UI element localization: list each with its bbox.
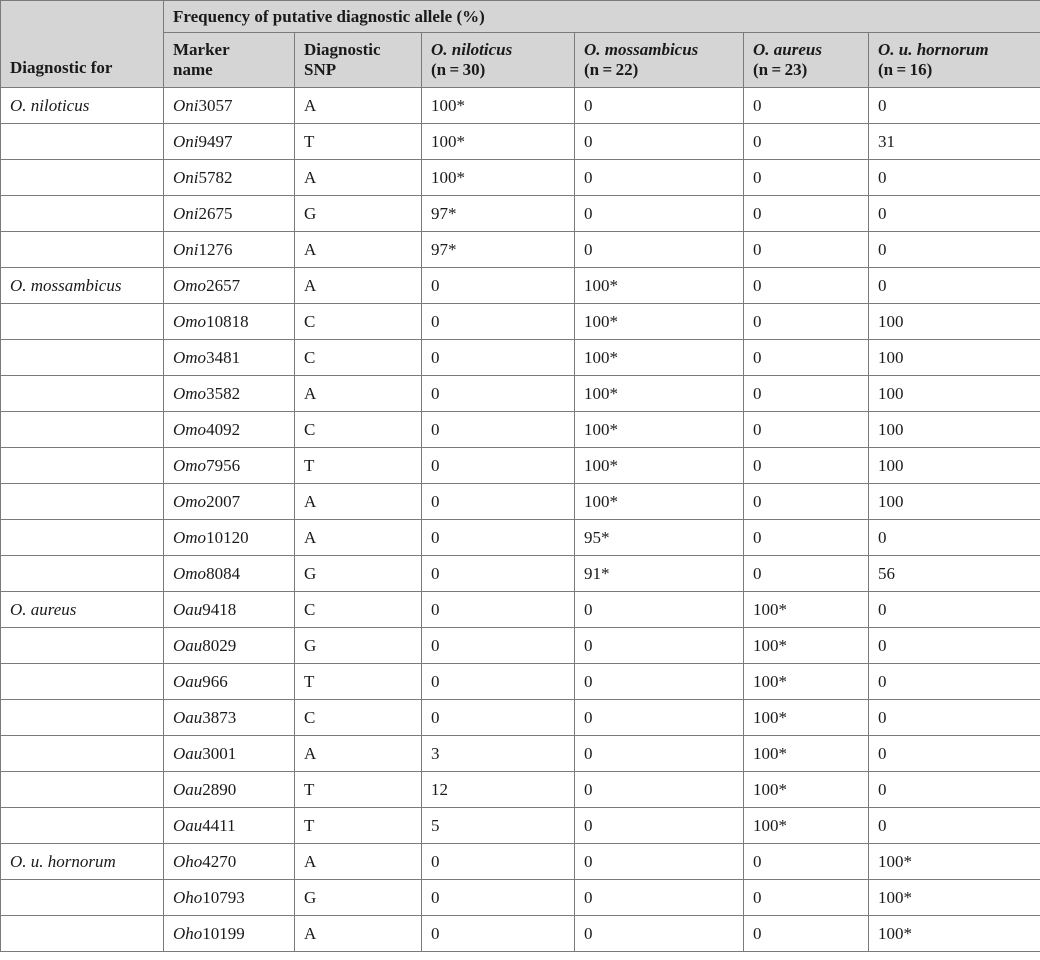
marker-name-cell — [164, 520, 295, 556]
species-header-hornorum: O. u. hornorum (n = 16) — [869, 33, 1040, 88]
diagnostic-snp-cell: T — [295, 808, 422, 844]
marker-prefix: Oau — [173, 599, 203, 619]
marker-name-cell — [164, 232, 295, 268]
frequency-cell: 0 — [422, 412, 575, 448]
diagnostic-snp-cell: A — [295, 484, 422, 520]
frequency-cell: 0 — [575, 880, 744, 916]
diagnostic-snp-cell: A — [295, 520, 422, 556]
frequency-cell: 0 — [422, 844, 575, 880]
table-row — [1, 88, 1040, 124]
frequency-cell: 100 — [869, 412, 1040, 448]
frequency-cell: 0 — [744, 196, 869, 232]
frequency-cell: 100* — [422, 160, 575, 196]
diagnostic-snp-cell: A — [295, 736, 422, 772]
frequency-cell: 0 — [869, 664, 1040, 700]
frequency-cell: 0 — [422, 880, 575, 916]
table-body — [1, 88, 1040, 952]
frequency-cell: 0 — [869, 772, 1040, 808]
marker-number: 9497 — [198, 131, 233, 151]
diagnostic-snp-header: Diagnostic SNP — [295, 33, 422, 88]
marker-name-cell — [164, 268, 295, 304]
table-row — [1, 412, 1040, 448]
table-row — [1, 268, 1040, 304]
frequency-cell: 100* — [575, 340, 744, 376]
frequency-cell: 0 — [575, 124, 744, 160]
marker-number: 4411 — [202, 815, 236, 835]
table-row — [1, 520, 1040, 556]
table-row — [1, 556, 1040, 592]
frequency-cell: 0 — [575, 592, 744, 628]
frequency-cell: 0 — [744, 232, 869, 268]
frequency-cell: 100* — [575, 268, 744, 304]
species-header-niloticus: O. niloticus (n = 30) — [422, 33, 575, 88]
frequency-cell: 0 — [744, 844, 869, 880]
diagnostic-snp-cell: C — [295, 592, 422, 628]
diagnostic-for-cell: O. aureus — [1, 592, 164, 628]
table-row — [1, 160, 1040, 196]
marker-name-cell — [164, 916, 295, 952]
marker-number: 3481 — [206, 347, 241, 367]
frequency-cell: 0 — [575, 88, 744, 124]
marker-number: 5782 — [198, 167, 233, 187]
marker-name-cell — [164, 700, 295, 736]
marker-name-header: Marker name — [164, 33, 295, 88]
marker-name-cell — [164, 484, 295, 520]
frequency-group-header: Frequency of putative diagnostic allele (%) — [164, 1, 1040, 33]
diagnostic-snp-cell: A — [295, 268, 422, 304]
frequency-cell: 0 — [869, 232, 1040, 268]
diagnostic-snp-cell: C — [295, 340, 422, 376]
table-row — [1, 304, 1040, 340]
frequency-cell: 100* — [422, 124, 575, 160]
frequency-cell: 0 — [422, 916, 575, 952]
diagnostic-snp-cell: G — [295, 880, 422, 916]
frequency-cell: 0 — [744, 880, 869, 916]
frequency-cell: 100* — [575, 484, 744, 520]
diagnostic-snp-cell: C — [295, 412, 422, 448]
frequency-cell: 0 — [744, 448, 869, 484]
frequency-cell: 0 — [575, 736, 744, 772]
frequency-cell: 0 — [869, 88, 1040, 124]
marker-number: 4092 — [206, 419, 241, 439]
diagnostic-snp-cell: T — [295, 664, 422, 700]
marker-number: 2675 — [198, 203, 233, 223]
marker-prefix: Omo — [173, 347, 207, 367]
frequency-cell: 0 — [575, 628, 744, 664]
marker-name-cell — [164, 772, 295, 808]
frequency-cell: 0 — [744, 124, 869, 160]
frequency-cell: 100 — [869, 448, 1040, 484]
frequency-cell: 0 — [575, 664, 744, 700]
table-row — [1, 124, 1040, 160]
marker-number: 3873 — [202, 707, 237, 727]
frequency-cell: 97* — [422, 232, 575, 268]
diagnostic-snp-cell: C — [295, 304, 422, 340]
marker-prefix: Omo — [173, 527, 207, 547]
diagnostic-for-cell — [1, 304, 164, 340]
frequency-cell: 0 — [744, 268, 869, 304]
frequency-cell: 100* — [422, 88, 575, 124]
frequency-cell: 100* — [575, 412, 744, 448]
table-row — [1, 484, 1040, 520]
diagnostic-for-cell — [1, 376, 164, 412]
marker-number: 10793 — [202, 887, 245, 907]
frequency-cell: 100 — [869, 304, 1040, 340]
frequency-cell: 0 — [744, 556, 869, 592]
diagnostic-for-cell — [1, 340, 164, 376]
diagnostic-for-cell — [1, 412, 164, 448]
frequency-cell: 0 — [575, 196, 744, 232]
diagnostic-snp-cell: A — [295, 232, 422, 268]
marker-number: 10199 — [202, 923, 245, 943]
frequency-cell: 100 — [869, 340, 1040, 376]
frequency-cell: 0 — [869, 160, 1040, 196]
marker-number: 8084 — [206, 563, 241, 583]
marker-number: 7956 — [206, 455, 241, 475]
frequency-cell: 100 — [869, 376, 1040, 412]
frequency-cell: 0 — [575, 160, 744, 196]
table-row — [1, 916, 1040, 952]
frequency-cell: 0 — [575, 772, 744, 808]
frequency-cell: 0 — [575, 700, 744, 736]
frequency-cell: 0 — [422, 664, 575, 700]
frequency-cell: 0 — [575, 232, 744, 268]
frequency-cell: 0 — [744, 520, 869, 556]
diagnostic-snp-cell: G — [295, 556, 422, 592]
diagnostic-for-cell — [1, 520, 164, 556]
species-header-aureus: O. aureus (n = 23) — [744, 33, 869, 88]
marker-prefix: Oho — [173, 923, 203, 943]
diagnostic-for-cell — [1, 556, 164, 592]
frequency-cell: 100* — [869, 916, 1040, 952]
diagnostic-snp-cell: C — [295, 700, 422, 736]
frequency-cell: 0 — [744, 484, 869, 520]
frequency-cell: 100* — [575, 448, 744, 484]
frequency-cell: 0 — [422, 268, 575, 304]
marker-name-cell — [164, 340, 295, 376]
frequency-cell: 0 — [422, 448, 575, 484]
frequency-cell: 0 — [869, 196, 1040, 232]
marker-prefix: Omo — [173, 563, 207, 583]
frequency-cell: 0 — [869, 700, 1040, 736]
marker-name-cell — [164, 160, 295, 196]
species-header-mossambicus: O. mossambicus (n = 22) — [575, 33, 744, 88]
marker-name-cell — [164, 556, 295, 592]
table-row — [1, 880, 1040, 916]
diagnostic-for-cell — [1, 664, 164, 700]
frequency-cell: 0 — [869, 808, 1040, 844]
marker-prefix: Oau — [173, 707, 203, 727]
table-row — [1, 592, 1040, 628]
table-row — [1, 448, 1040, 484]
table-row — [1, 736, 1040, 772]
frequency-cell: 0 — [869, 592, 1040, 628]
diagnostic-for-cell: O. u. hornorum — [1, 844, 164, 880]
frequency-cell: 0 — [869, 736, 1040, 772]
table-row — [1, 232, 1040, 268]
frequency-cell: 95* — [575, 520, 744, 556]
diagnostic-for-cell — [1, 736, 164, 772]
marker-number: 2657 — [206, 275, 241, 295]
frequency-cell: 0 — [744, 376, 869, 412]
frequency-cell: 100* — [744, 664, 869, 700]
table-row — [1, 772, 1040, 808]
marker-prefix: Oni — [173, 95, 199, 115]
frequency-cell: 0 — [869, 268, 1040, 304]
frequency-cell: 0 — [744, 412, 869, 448]
table-row — [1, 340, 1040, 376]
marker-number: 10120 — [206, 527, 249, 547]
marker-number: 3057 — [198, 95, 233, 115]
table-row — [1, 700, 1040, 736]
frequency-cell: 56 — [869, 556, 1040, 592]
marker-prefix: Oau — [173, 671, 203, 691]
frequency-cell: 0 — [422, 520, 575, 556]
marker-number: 2890 — [202, 779, 237, 799]
marker-name-cell — [164, 844, 295, 880]
marker-name-cell — [164, 880, 295, 916]
frequency-cell: 100* — [744, 592, 869, 628]
diagnostic-for-cell — [1, 160, 164, 196]
frequency-cell: 100* — [744, 808, 869, 844]
header-row-1 — [1, 1, 1040, 33]
diagnostic-for-cell — [1, 448, 164, 484]
frequency-cell: 0 — [422, 592, 575, 628]
diagnostic-snp-cell: T — [295, 772, 422, 808]
diagnostic-for-cell — [1, 916, 164, 952]
marker-prefix: Omo — [173, 419, 207, 439]
marker-prefix: Oni — [173, 239, 199, 259]
frequency-cell: 0 — [744, 916, 869, 952]
marker-name-cell — [164, 808, 295, 844]
diagnostic-for-cell — [1, 808, 164, 844]
diagnostic-for-cell — [1, 880, 164, 916]
frequency-cell: 12 — [422, 772, 575, 808]
marker-prefix: Oni — [173, 203, 199, 223]
marker-name-cell — [164, 628, 295, 664]
table-row — [1, 664, 1040, 700]
frequency-cell: 3 — [422, 736, 575, 772]
diagnostic-snp-cell: T — [295, 448, 422, 484]
frequency-cell: 100* — [744, 700, 869, 736]
frequency-cell: 5 — [422, 808, 575, 844]
diagnostic-snp-cell: A — [295, 916, 422, 952]
diagnostic-snp-cell: T — [295, 124, 422, 160]
frequency-cell: 0 — [744, 160, 869, 196]
marker-prefix: Omo — [173, 383, 207, 403]
frequency-cell: 0 — [744, 340, 869, 376]
frequency-cell: 97* — [422, 196, 575, 232]
marker-prefix: Oho — [173, 851, 203, 871]
marker-number: 3001 — [202, 743, 237, 763]
frequency-cell: 0 — [744, 88, 869, 124]
diagnostic-snp-cell: A — [295, 88, 422, 124]
marker-prefix: Oni — [173, 131, 199, 151]
frequency-cell: 100* — [575, 376, 744, 412]
marker-prefix: Oho — [173, 887, 203, 907]
frequency-cell: 100* — [744, 772, 869, 808]
frequency-cell: 0 — [422, 376, 575, 412]
marker-prefix: Oau — [173, 779, 203, 799]
frequency-cell: 100* — [869, 880, 1040, 916]
frequency-cell: 0 — [575, 808, 744, 844]
diagnostic-for-cell — [1, 628, 164, 664]
frequency-cell: 100* — [869, 844, 1040, 880]
diagnostic-for-cell — [1, 124, 164, 160]
marker-number: 8029 — [202, 635, 237, 655]
table-row — [1, 196, 1040, 232]
frequency-cell: 100* — [575, 304, 744, 340]
marker-name-cell — [164, 736, 295, 772]
marker-number: 10818 — [206, 311, 249, 331]
frequency-cell: 100* — [744, 736, 869, 772]
frequency-cell: 0 — [422, 700, 575, 736]
marker-prefix: Oau — [173, 743, 203, 763]
marker-number: 1276 — [198, 239, 233, 259]
frequency-cell: 100 — [869, 484, 1040, 520]
marker-name-cell — [164, 376, 295, 412]
marker-prefix: Omo — [173, 491, 207, 511]
table-row — [1, 844, 1040, 880]
marker-prefix: Oau — [173, 815, 203, 835]
marker-name-cell — [164, 592, 295, 628]
diagnostic-for-cell: O. mossambicus — [1, 268, 164, 304]
marker-name-cell — [164, 448, 295, 484]
frequency-cell: 0 — [869, 520, 1040, 556]
marker-name-cell — [164, 412, 295, 448]
marker-number: 2007 — [206, 491, 241, 511]
frequency-cell: 0 — [575, 844, 744, 880]
frequency-cell: 0 — [422, 340, 575, 376]
diagnostic-snp-cell: A — [295, 844, 422, 880]
diagnostic-for-cell — [1, 700, 164, 736]
diagnostic-for-cell — [1, 196, 164, 232]
diagnostic-snp-cell: A — [295, 160, 422, 196]
frequency-cell: 0 — [744, 304, 869, 340]
frequency-cell: 0 — [422, 304, 575, 340]
marker-name-cell — [164, 664, 295, 700]
diagnostic-for-cell — [1, 772, 164, 808]
marker-name-cell — [164, 304, 295, 340]
frequency-cell: 0 — [575, 916, 744, 952]
table-row — [1, 808, 1040, 844]
diagnostic-for-cell — [1, 232, 164, 268]
diagnostic-snp-cell: G — [295, 628, 422, 664]
marker-prefix: Oni — [173, 167, 199, 187]
diagnostic-snp-cell: A — [295, 376, 422, 412]
frequency-cell: 31 — [869, 124, 1040, 160]
marker-number: 4270 — [202, 851, 237, 871]
frequency-cell: 91* — [575, 556, 744, 592]
table-row — [1, 628, 1040, 664]
frequency-cell: 0 — [422, 628, 575, 664]
frequency-cell: 0 — [869, 628, 1040, 664]
marker-name-cell — [164, 88, 295, 124]
marker-prefix: Omo — [173, 275, 207, 295]
marker-number: 966 — [202, 671, 228, 691]
diagnostic-for-cell — [1, 484, 164, 520]
frequency-cell: 0 — [422, 484, 575, 520]
marker-number: 3582 — [206, 383, 241, 403]
marker-prefix: Omo — [173, 311, 207, 331]
marker-number: 9418 — [202, 599, 237, 619]
frequency-cell: 0 — [422, 556, 575, 592]
marker-name-cell — [164, 196, 295, 232]
diagnostic-snp-cell: G — [295, 196, 422, 232]
diagnostic-for-header: Diagnostic for — [1, 1, 164, 88]
marker-prefix: Omo — [173, 455, 207, 475]
marker-name-cell — [164, 124, 295, 160]
table-row — [1, 376, 1040, 412]
frequency-cell: 100* — [744, 628, 869, 664]
diagnostic-for-cell: O. niloticus — [1, 88, 164, 124]
marker-prefix: Oau — [173, 635, 203, 655]
